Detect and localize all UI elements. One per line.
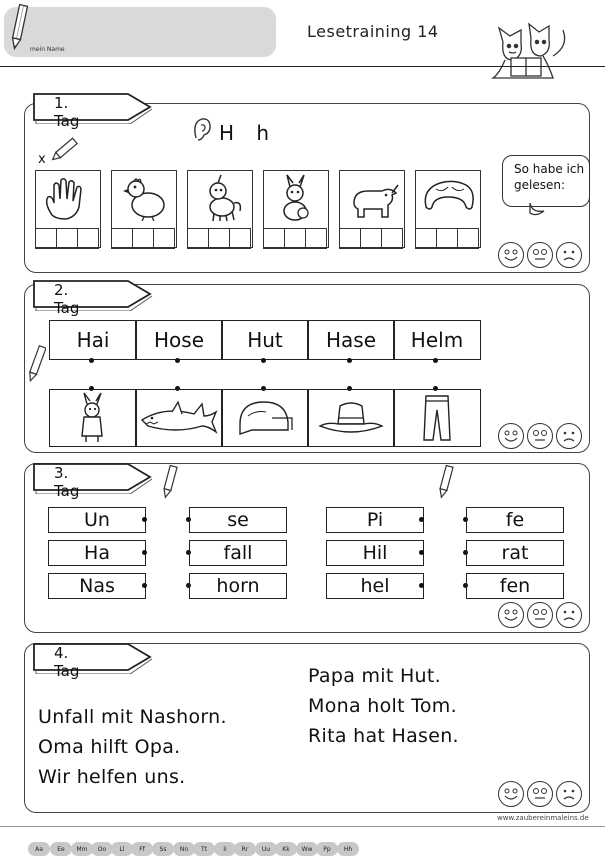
- pencil-icon: [8, 2, 30, 52]
- match-dot[interactable]: [142, 517, 147, 522]
- happy-face-icon[interactable]: [498, 602, 524, 628]
- sad-face-icon[interactable]: [556, 423, 582, 449]
- pencil-icon: [436, 464, 456, 500]
- word-cell-2: Hose: [135, 320, 223, 360]
- shark-icon: [136, 390, 222, 446]
- syllable-start: hel: [326, 573, 424, 599]
- syllable-end: se: [189, 507, 287, 533]
- letter-boxes[interactable]: [339, 228, 403, 248]
- letter-boxes[interactable]: [415, 228, 479, 248]
- image-cell-4: [307, 389, 395, 447]
- letter-chip: Hh: [337, 842, 359, 856]
- ear-icon: [190, 116, 212, 144]
- sad-face-icon[interactable]: [556, 242, 582, 268]
- x-mark: x: [38, 152, 46, 167]
- syllable-start: Pi: [326, 507, 424, 533]
- picture-card-4: [263, 170, 329, 248]
- target-letters: H h: [219, 121, 278, 145]
- hat-icon: [308, 390, 394, 446]
- picture-card-6: [415, 170, 481, 248]
- speech-bubble-tail: [528, 203, 550, 219]
- match-dot[interactable]: [419, 550, 424, 555]
- letter-chip: Ii: [214, 842, 236, 856]
- letter-chip: Ll: [111, 842, 133, 856]
- footer-divider: [0, 826, 605, 827]
- source-url: www.zaubereinmaleins.de: [497, 814, 589, 822]
- pencil-icon: [160, 464, 180, 500]
- header-divider: [0, 66, 605, 67]
- word-cell-5: Helm: [393, 320, 481, 360]
- neutral-face-icon[interactable]: [527, 602, 553, 628]
- sentence: Papa mit Hut.: [308, 665, 441, 687]
- sentence: Wir helfen uns.: [38, 766, 186, 788]
- rabbit-icon: [50, 390, 136, 446]
- chicken-icon: [114, 173, 174, 223]
- letter-chip: Ee: [50, 842, 72, 856]
- letter-boxes[interactable]: [35, 228, 99, 248]
- letter-chip: Ff: [131, 842, 153, 856]
- match-dot[interactable]: [261, 358, 266, 363]
- day-4-tag-label: 4. Tag: [54, 644, 80, 680]
- syllable-end: rat: [466, 540, 564, 566]
- sentence: Mona holt Tom.: [308, 695, 457, 717]
- hair-icon: [418, 173, 478, 223]
- day-2-tag-label: 2. Tag: [54, 281, 80, 317]
- name-label: mein Name: [30, 46, 65, 53]
- image-cell-1: [49, 389, 137, 447]
- syllable-end: fen: [466, 573, 564, 599]
- syllable-end: horn: [189, 573, 287, 599]
- cats-reading-icon: [483, 16, 575, 88]
- word-cell-3: Hut: [221, 320, 309, 360]
- match-dot[interactable]: [89, 358, 94, 363]
- letter-chip: Ww: [296, 842, 318, 856]
- helmet-icon: [222, 390, 308, 446]
- letter-boxes[interactable]: [111, 228, 175, 248]
- letter-chip: Pp: [316, 842, 338, 856]
- sad-face-icon[interactable]: [556, 602, 582, 628]
- letter-chip: Aa: [28, 842, 50, 856]
- syllable-start: Ha: [48, 540, 146, 566]
- day-3-tag-label: 3. Tag: [54, 464, 80, 500]
- sentence: Rita hat Hasen.: [308, 725, 459, 747]
- day-1-tag-label: 1. Tag: [54, 94, 80, 130]
- letter-boxes[interactable]: [187, 228, 251, 248]
- happy-face-icon[interactable]: [498, 781, 524, 807]
- rating-faces: [498, 602, 582, 628]
- unicorn-icon: [190, 173, 250, 223]
- match-dot[interactable]: [419, 517, 424, 522]
- syllable-start: Nas: [48, 573, 146, 599]
- rhino-icon: [342, 173, 402, 223]
- rating-faces: [498, 242, 582, 268]
- picture-card-3: [187, 170, 253, 248]
- letter-chip: Tt: [193, 842, 215, 856]
- pencil-icon: [50, 136, 82, 162]
- letter-chip: Nn: [173, 842, 195, 856]
- word-cell-4: Hase: [307, 320, 395, 360]
- letter-chip: Kk: [275, 842, 297, 856]
- match-dot[interactable]: [347, 358, 352, 363]
- match-dot[interactable]: [433, 358, 438, 363]
- page-title: Lesetraining 14: [307, 22, 439, 41]
- word-cell-1: Hai: [49, 320, 137, 360]
- letter-boxes[interactable]: [263, 228, 327, 248]
- neutral-face-icon[interactable]: [527, 242, 553, 268]
- letter-chip: Ss: [152, 842, 174, 856]
- syllable-start: Un: [48, 507, 146, 533]
- letter-chip: Uu: [255, 842, 277, 856]
- image-cell-5: [393, 389, 481, 447]
- hand-icon: [38, 173, 98, 223]
- match-dot[interactable]: [175, 358, 180, 363]
- happy-face-icon[interactable]: [498, 423, 524, 449]
- neutral-face-icon[interactable]: [527, 781, 553, 807]
- match-dot[interactable]: [142, 583, 147, 588]
- sad-face-icon[interactable]: [556, 781, 582, 807]
- rating-faces: [498, 423, 582, 449]
- sentence: Unfall mit Nashorn.: [38, 706, 227, 728]
- letter-chip: Mm: [71, 842, 93, 856]
- rabbit-icon: [266, 173, 326, 223]
- letter-chip: Oo: [91, 842, 113, 856]
- image-cell-2: [135, 389, 223, 447]
- trousers-icon: [394, 390, 480, 446]
- picture-card-2: [111, 170, 177, 248]
- neutral-face-icon[interactable]: [527, 423, 553, 449]
- sentence: Oma hilft Opa.: [38, 736, 181, 758]
- syllable-start: Hil: [326, 540, 424, 566]
- image-cell-3: [221, 389, 309, 447]
- syllable-end: fe: [466, 507, 564, 533]
- letter-chip: Rr: [234, 842, 256, 856]
- match-dot[interactable]: [419, 583, 424, 588]
- picture-card-1: [35, 170, 101, 248]
- bubble-text: So habe ich gelesen:: [514, 162, 585, 192]
- happy-face-icon[interactable]: [498, 242, 524, 268]
- match-dot[interactable]: [142, 550, 147, 555]
- pencil-icon: [28, 344, 46, 384]
- picture-card-5: [339, 170, 405, 248]
- rating-faces: [498, 781, 582, 807]
- syllable-end: fall: [189, 540, 287, 566]
